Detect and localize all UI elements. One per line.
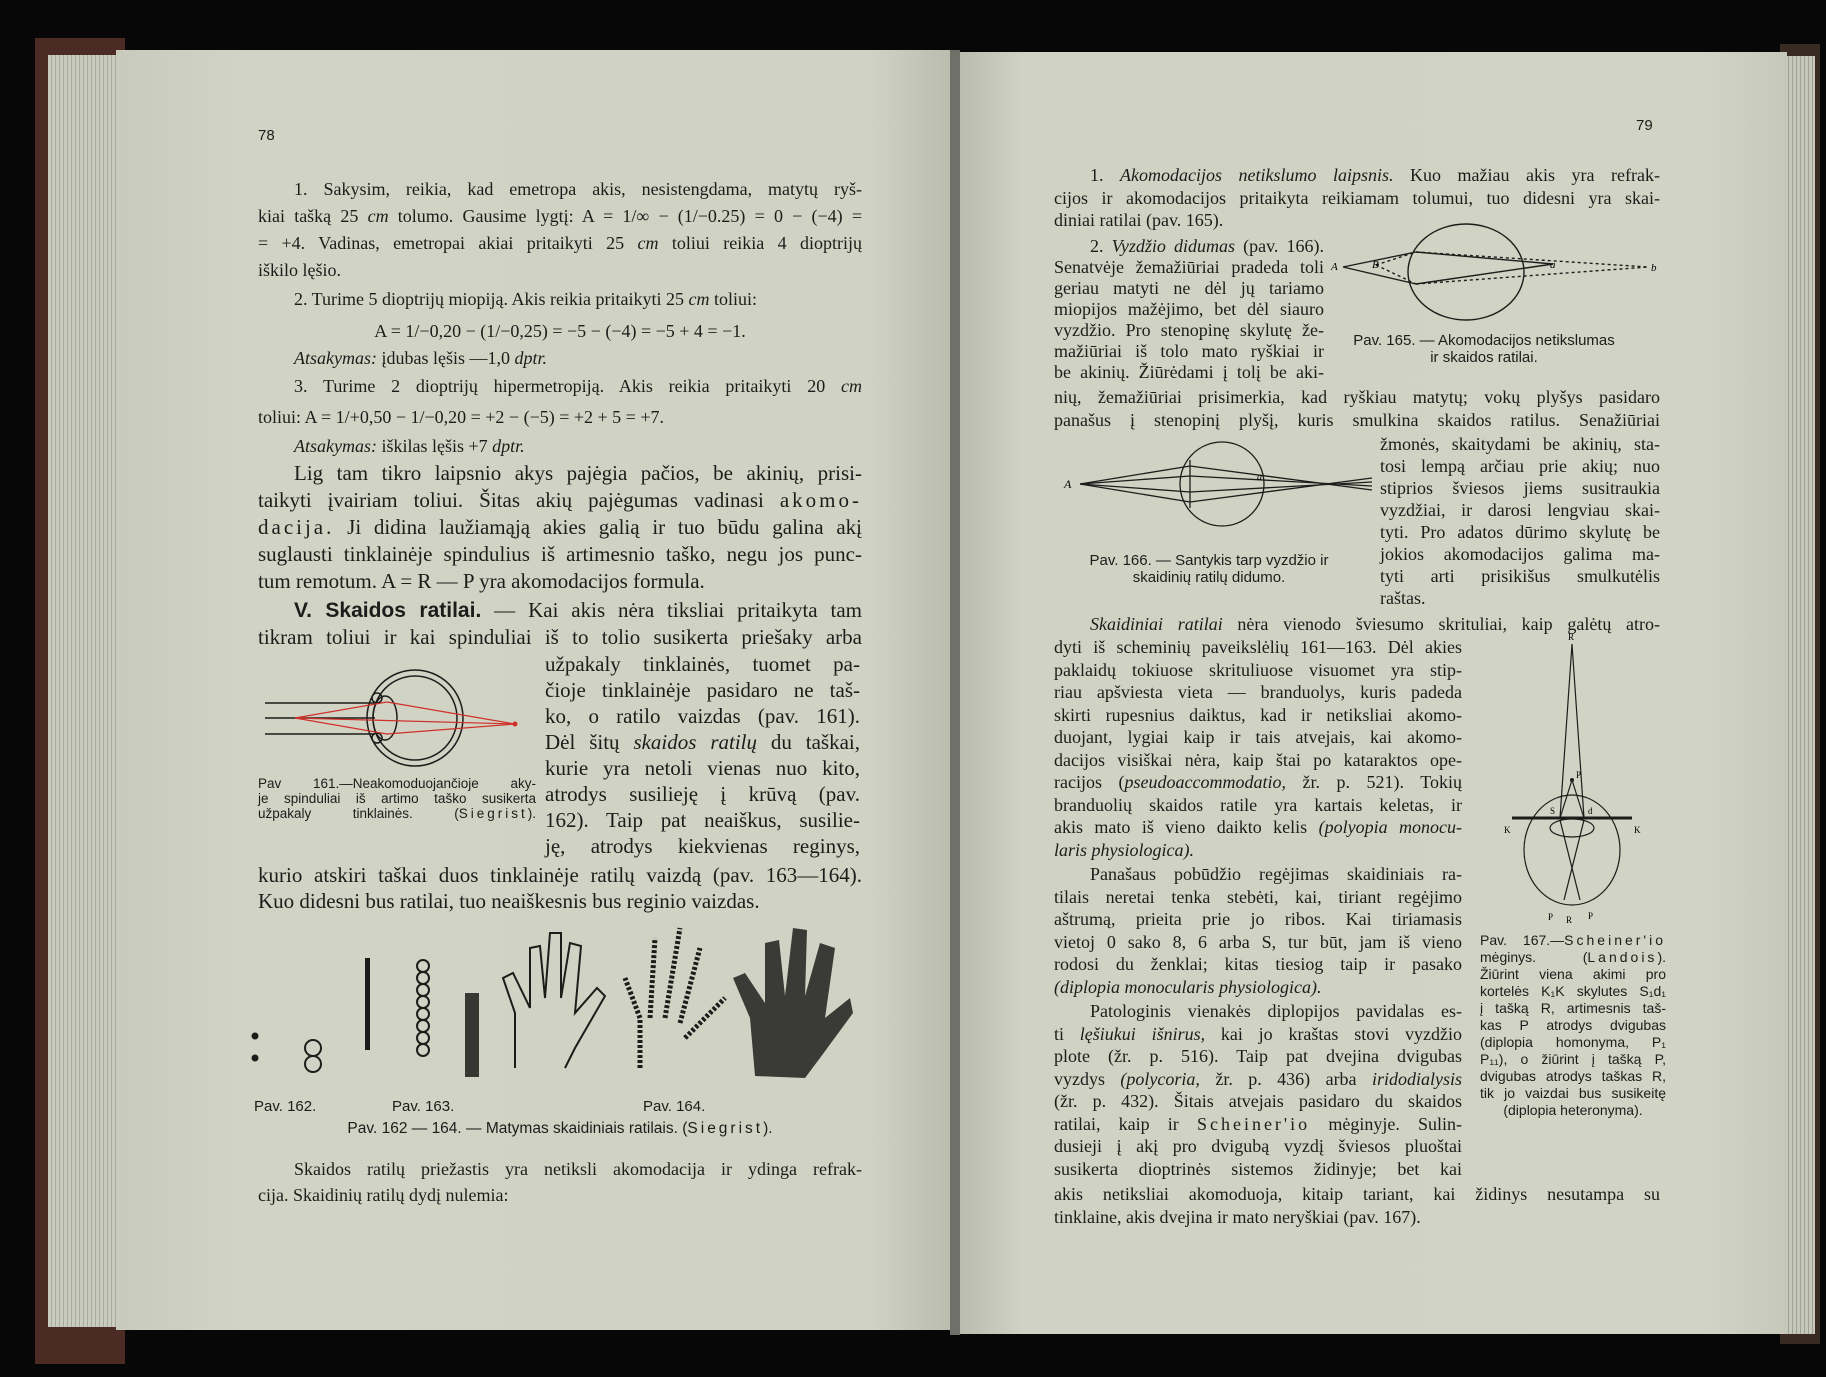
text-segment: kurio atskiri taškai duos tinklainėje ratilų vaizdą (pav. 163—164).: [258, 863, 862, 887]
text-segment: 2.: [1090, 236, 1112, 256]
text-segment: dacija.: [258, 515, 335, 539]
text-segment: susikerta dioptrinės sistemos židinyje; bet kai: [1054, 1158, 1462, 1179]
text-line: [258, 541, 862, 568]
text-segment: Akomodacijos netikslumo laipsnis.: [1120, 165, 1394, 185]
caption-figure-167: [1480, 932, 1666, 1119]
caption-figure-166: [1054, 552, 1364, 586]
label-P-retina-2: P: [1588, 911, 1594, 921]
text-line: [1380, 543, 1660, 565]
text-segment: be akinių. Žiūrėdami į tolį be aki-: [1054, 362, 1324, 382]
text-segment: į tašką R, artimesnis taš-: [1480, 1000, 1666, 1016]
text-segment: Lig tam tikro laipsnio akys pajėgia pačios, be akinių, prisi-: [294, 461, 862, 485]
text-segment: skaidos ratilų: [633, 730, 757, 754]
text-line: [258, 888, 862, 914]
text-segment: įdubas lęšis —1,0: [376, 348, 515, 368]
text-line: [1054, 257, 1324, 278]
text-line: [1054, 386, 1660, 409]
text-segment: P₁₁), o žiūrint į tašką P,: [1480, 1051, 1666, 1067]
text-segment: akis netiksliai akomoduoja, kitaip tariant, kai židinys nesutampa su: [1054, 1184, 1660, 1204]
text-segment: laris physiologica).: [1054, 839, 1194, 860]
text-segment: Patologinis vienakės diplopijos pavidalas es-: [1090, 1001, 1462, 1021]
text-segment: Atsakymas:: [294, 436, 377, 456]
text-segment: Dėl šitų: [545, 730, 634, 754]
text-segment: kiai tašką 25: [258, 206, 368, 226]
text-segment: mažiūriai iš tolo mato ryškiai ir: [1054, 341, 1324, 361]
paragraph-example-3: [258, 371, 862, 433]
text-line: [1054, 704, 1462, 727]
text-line: [258, 791, 536, 806]
text-line: [1380, 477, 1660, 499]
text-line: [1054, 320, 1324, 341]
text-segment: paklaidų tokiuose skrituliuose visuomet yra stip-: [1054, 659, 1462, 680]
text-line: [1480, 983, 1666, 1000]
text-line: [258, 624, 862, 650]
text-line: [545, 651, 860, 677]
text-segment: 1.: [1090, 165, 1121, 185]
text-line: [1380, 455, 1660, 477]
page-number-right: 79: [1636, 117, 1653, 134]
text-segment: dptr.: [514, 348, 547, 368]
page-number-left: 78: [258, 127, 275, 144]
text-line: [1054, 278, 1324, 299]
text-segment: racijos (: [1054, 772, 1125, 792]
text-line: [1054, 1068, 1462, 1091]
text-beside-figure-166: [1380, 433, 1660, 609]
text-segment: ti: [1054, 1023, 1080, 1044]
text-segment: Panašaus pobūdžio regėjimas skaidiniais ra-: [1090, 864, 1462, 884]
text-segment: tik jo vaizdai bus susikeitę: [1480, 1085, 1666, 1101]
text-segment: Siegrist: [687, 1120, 764, 1137]
text-line: [1054, 1045, 1462, 1068]
text-segment: iridodialysis: [1371, 1068, 1462, 1089]
text-segment: iškilo lęšio.: [258, 260, 342, 280]
text-segment: akomo-: [779, 488, 862, 512]
text-segment: žr. p. 521). Tokių: [1285, 772, 1462, 792]
paragraph-pathological-diplopia: [1054, 1000, 1462, 1180]
text-line: [258, 203, 862, 230]
text-segment: Skaidiniai ratilai: [1090, 614, 1223, 634]
label-R: R: [1568, 632, 1575, 642]
text-segment: tilais neretai tenka stebėti, kai, tiriant regėjimo: [1054, 886, 1462, 907]
text-segment: tinklaine, akis dvejina ir mato neryškiai (pav. 167).: [1054, 1206, 1421, 1227]
text-line: [1054, 726, 1462, 749]
text-segment: 2. Turime 5 dioptrijų miopiją. Akis reikia pritaikyti 25: [294, 289, 689, 309]
text-segment: tikram toliui ir kai spinduliai iš to tolio susikerta priešaky arba: [258, 625, 862, 649]
text-segment: čioje tinklainėje pasidaro ne taš-: [545, 678, 860, 702]
paragraph-example-2: [258, 286, 862, 313]
text-segment: ).: [1657, 949, 1666, 965]
text-segment: aštrumą, prieita prie jo ribos. Kai tiriamasis: [1054, 909, 1462, 929]
text-segment: = +4. Vadinas, emetropai akiai pritaikyti 25: [258, 233, 638, 253]
text-line: [1054, 409, 1660, 432]
text-segment: kurie yra netoli vienas nuo kito,: [545, 756, 860, 780]
text-line: [1380, 587, 1660, 609]
text-line: [1480, 932, 1666, 949]
text-segment: atrodys susilieję į krūvą (pav.: [545, 782, 860, 806]
text-line: [258, 371, 862, 402]
text-segment: ję, atrodys kiekvienas reginys,: [545, 834, 860, 858]
paragraph-accommodation: [258, 460, 862, 595]
label-a: a: [1257, 472, 1262, 483]
figure-164-blurred-hand: [733, 928, 853, 1078]
text-segment: Kuo didesni bus ratilai, tuo neaiškesnis bus reginio vaizdas.: [258, 889, 760, 913]
paragraph-pupil-size-continued: [1054, 386, 1660, 431]
figure-167-scheiner-diagram: [1502, 630, 1667, 925]
text-segment: 3. Turime 2 dioptrijų hipermetropiją. Akis reikia pritaikyti 20: [294, 376, 841, 396]
text-segment: miopijos mažėjimo, bet dėl siauro: [1054, 299, 1324, 319]
text-segment: A = 1/−0,20 − (1/−0,25) = −5 − (−4) = −5 + 4 = −1.: [374, 321, 746, 341]
text-line: [545, 833, 860, 859]
text-line: [1054, 1183, 1660, 1206]
label-S: S: [1550, 806, 1556, 816]
label-A: A: [1331, 261, 1338, 273]
text-segment: diniai ratilai (pav. 165).: [1054, 210, 1224, 230]
text-line: [1380, 565, 1660, 587]
caption-figures-162-164: [258, 1120, 862, 1138]
page-edges-left: [48, 55, 118, 1327]
text-line: [258, 1120, 862, 1138]
text-segment: toliui: A = 1/+0,50 − 1/−0,20 = +2 − (−5) = +2 + 5 = +7.: [258, 407, 664, 427]
paragraph-causes: [258, 1156, 862, 1208]
text-line: [258, 806, 536, 821]
text-line: [545, 677, 860, 703]
book-gutter: [950, 50, 960, 1335]
text-segment: dvigubas atrodys taškas R,: [1480, 1068, 1666, 1084]
text-segment: iškilas lęšis +7: [376, 436, 493, 456]
text-line: [258, 402, 862, 433]
text-beside-figure-161: [545, 651, 860, 859]
paragraph-example-1: [258, 176, 862, 284]
text-line: [1334, 332, 1634, 349]
text-segment: kai jo kraštas stovi vyzdžio: [1205, 1023, 1462, 1044]
figure-162-dot: [252, 1033, 259, 1040]
text-line: [1480, 966, 1666, 983]
label-P-retina: P: [1548, 912, 1554, 922]
text-segment: je spinduliai iš artimo taško susikerta: [258, 791, 536, 806]
text-line: [1054, 749, 1462, 772]
text-line: [1054, 886, 1462, 909]
text-line: [258, 862, 862, 888]
text-segment: (diplopia homonyma, P₁: [1480, 1034, 1666, 1050]
text-segment: V. Skaidos ratilai.: [294, 599, 482, 622]
text-segment: taikyti įvairiam toliui. Šitas akių pajėgumas vadinasi: [258, 488, 780, 512]
text-line: [545, 703, 860, 729]
text-segment: jokios akomodacijos galima ma-: [1380, 544, 1660, 564]
text-segment: raštas.: [1380, 588, 1426, 608]
section-v-heading-paragraph: [258, 597, 862, 650]
text-line: [1054, 953, 1462, 976]
text-segment: mėginys. (: [1480, 949, 1588, 965]
text-segment: duojant, lygiai kaip ir tais atvejais, kai akomo-: [1054, 727, 1462, 747]
text-segment: Pav. 165. — Akomodacijos netikslumas: [1353, 332, 1615, 349]
text-line: [258, 568, 862, 595]
text-segment: geriau matyti ne dėl jų tariamo: [1054, 278, 1324, 298]
text-segment: skirti rupesnius daiktus, kad ir netiksliai akomo-: [1054, 704, 1462, 725]
text-segment: žmonės, skaitydami be akinių, sta-: [1380, 434, 1660, 454]
text-line: [1054, 236, 1324, 257]
text-segment: toliui:: [709, 289, 758, 309]
text-segment: nių, žemažiūriai prisimerkia, kad ryškiau matytų; vokų plyšys pasidaro: [1054, 387, 1660, 407]
text-segment: vyzdys: [1054, 1068, 1121, 1089]
text-segment: užpakaly tinklainės, tuomet pa-: [545, 652, 860, 676]
label-B: B: [1372, 259, 1379, 271]
text-line: [1480, 1068, 1666, 1085]
text-line: [1380, 521, 1660, 543]
text-segment: ).: [527, 806, 536, 821]
figure-164-chain-hand: [625, 928, 725, 1068]
text-line: [1380, 499, 1660, 521]
text-line: [1480, 1051, 1666, 1068]
text-line: [1380, 433, 1660, 455]
label-d: d: [1588, 806, 1593, 816]
text-segment: tum remotum. A = R — P yra akomodacijos formula.: [258, 569, 705, 593]
text-segment: (diplopia heteronyma).: [1503, 1102, 1643, 1118]
text-line: [258, 318, 862, 345]
text-segment: cija. Skaidinių ratilų dydį nulemia:: [258, 1185, 509, 1205]
text-segment: tyti arti prisikišus smulkutėlis: [1380, 566, 1660, 586]
text-line: [1054, 299, 1324, 320]
text-segment: Ji didina laužiamąją akies galią ir tuo būdu galina akį: [334, 515, 862, 539]
text-segment: (žr. p. 432). Šitais atvejais pasidaro du skaidos: [1054, 1091, 1462, 1111]
text-line: [1054, 863, 1462, 886]
text-segment: plote (žr. p. 516). Taip pat dvejina dvigubas: [1054, 1046, 1462, 1066]
text-segment: kas P atrodys dvigubas: [1480, 1017, 1666, 1033]
text-line: [1054, 976, 1462, 999]
text-after-figure-161: [258, 862, 862, 914]
text-line: [545, 729, 860, 755]
text-segment: 1. Sakysim, reikia, kad emetropa akis, nesistengdama, matytų ryš-: [294, 179, 862, 199]
text-line: [1480, 1085, 1666, 1102]
text-segment: dyti iš scheminių paveikslėlių 161—163. Dėl akies: [1054, 637, 1462, 657]
text-line: [294, 346, 854, 370]
text-line: [1054, 1206, 1660, 1229]
text-segment: Pav. 166. — Santykis tarp vyzdžio ir: [1089, 552, 1329, 569]
text-segment: Vyzdžio didumas: [1111, 236, 1236, 256]
text-segment: riau apšviesta vieta — branduolys, kuris padeda: [1054, 682, 1462, 702]
answer-3: [294, 434, 854, 458]
text-line: [258, 514, 862, 541]
text-line: [545, 781, 860, 807]
text-line: [1054, 362, 1324, 383]
text-line: [258, 776, 536, 791]
text-segment: dusieji į akį pro dvigubą vyzdį šviesos pluoštai: [1054, 1136, 1462, 1156]
text-segment: (diplopia monocularis physiologica).: [1054, 976, 1322, 997]
text-line: [1480, 949, 1666, 966]
figure-166-diagram: [1062, 440, 1378, 528]
text-segment: akis mato iš vieno daikto kelis: [1054, 817, 1319, 837]
text-segment: rodosi du ženklai; kitas tiesiog taip ir pasako: [1054, 954, 1462, 974]
text-line: [545, 807, 860, 833]
text-segment: vietoj 0 sako 8, 6 arba S, tur būt, jam iš vieno: [1054, 931, 1462, 952]
text-line: [1054, 164, 1660, 187]
text-segment: cm: [637, 233, 659, 253]
label-figure-164: Pav. 164.: [643, 1098, 706, 1115]
text-line: [1054, 1090, 1462, 1113]
text-line: [258, 597, 862, 624]
equation-2: [258, 318, 862, 345]
text-segment: (pav. 166).: [1235, 236, 1325, 256]
text-segment: dptr.: [492, 436, 525, 456]
label-A: A: [1064, 477, 1072, 491]
figure-162-circle: [305, 1056, 321, 1072]
text-segment: kortelės K₁K skylutes S₁d₁: [1480, 983, 1666, 999]
text-line: [258, 487, 862, 514]
text-segment: panašus į stenopinį plyšį, kuris smulkina skaidos ratilus. Senažiūriai: [1054, 409, 1660, 430]
text-segment: ).: [763, 1120, 773, 1137]
text-line: [1054, 771, 1462, 794]
text-segment: suglausti tinklainėje spindulius iš artimesnio taško, negu jos punc-: [258, 542, 862, 566]
text-segment: Pav. 167.—: [1480, 932, 1565, 948]
text-segment: cm: [367, 206, 389, 226]
text-line: [258, 286, 862, 313]
figures-162-164: [245, 918, 855, 1083]
text-line: [1480, 1034, 1666, 1051]
caption-figure-161: [258, 776, 536, 821]
label-R-retina: R: [1566, 915, 1573, 925]
text-segment: Pav. 162 — 164. — Matymas skaidiniais ratilais. (: [347, 1120, 688, 1137]
text-segment: cijos ir akomodacijos pritaikyta reikiamam tolumui, tuo didesni yra skai-: [1054, 187, 1660, 208]
text-line: [1334, 349, 1634, 366]
answer-2: [294, 346, 854, 370]
figure-164-hand-outline: [503, 933, 605, 1068]
label-K1: K: [1504, 825, 1511, 835]
text-segment: tolumo. Gausime lygtį: A = 1/∞ − (1/−0.25) = 0 − (−4) =: [388, 206, 863, 226]
text-line: [258, 1182, 862, 1208]
text-segment: (polycoria,: [1120, 1068, 1200, 1089]
figure-165-diagram: [1328, 222, 1668, 322]
text-line: [1054, 1113, 1462, 1136]
text-line: [1054, 659, 1462, 682]
paragraph-pathological-diplopia-continued: [1054, 1183, 1660, 1228]
text-segment: ratilai, kaip ir: [1054, 1113, 1197, 1134]
text-line: [258, 460, 862, 487]
label-b: b: [1651, 262, 1657, 274]
text-line: [1054, 552, 1364, 569]
text-segment: Scheiner'io: [1564, 932, 1666, 948]
text-segment: Landois: [1587, 949, 1658, 965]
text-line: [1054, 794, 1462, 817]
text-segment: dacijos visiškai nėra, kaip štai po kataraktos ope-: [1054, 749, 1462, 770]
text-segment: užpakaly tinklainės. (: [258, 806, 459, 821]
text-line: [258, 257, 862, 284]
text-line: [1054, 681, 1462, 704]
text-segment: (polyopia monocu-: [1318, 817, 1462, 837]
figure-163-line: [365, 958, 370, 1050]
text-line: [1054, 569, 1364, 586]
text-segment: vyzdžio. Pro stenopinę skylutę že-: [1054, 320, 1324, 340]
text-segment: stiprios šviesos jiems susitraukia: [1380, 478, 1660, 498]
text-line: [1054, 636, 1462, 659]
label-K: K: [1634, 825, 1641, 835]
text-segment: Siegrist: [458, 806, 528, 821]
paragraph-pupil-size: [1054, 236, 1324, 383]
label-figure-163: Pav. 163.: [392, 1098, 455, 1115]
text-line: [1054, 1158, 1462, 1181]
text-line: [1054, 839, 1462, 862]
text-segment: du taškai,: [757, 730, 860, 754]
text-segment: tyti. Pro adatos dūrimo skylutę be: [1380, 522, 1660, 542]
text-segment: skaidinių ratilų didumo.: [1132, 569, 1286, 586]
caption-figure-165: [1334, 332, 1634, 366]
text-segment: žr. p. 436) arba: [1199, 1068, 1372, 1089]
text-line: [1054, 187, 1660, 210]
text-segment: lęšiukui išnirus,: [1079, 1023, 1206, 1044]
figure-161-eye: [265, 668, 530, 768]
paragraph-similar-vision: [1054, 863, 1462, 998]
text-segment: cm: [688, 289, 710, 309]
text-line: [1480, 1102, 1666, 1119]
text-line: [1054, 931, 1462, 954]
text-segment: nėra vienodo šviesumo skrituliai, kaip galėtų atro-: [1222, 614, 1660, 634]
text-line: [545, 755, 860, 781]
text-line: [1054, 1135, 1462, 1158]
text-segment: Atsakymas:: [294, 348, 377, 368]
figure-163-circle-chain: [417, 960, 429, 1056]
text-line: [1054, 908, 1462, 931]
figure-162-dot: [252, 1055, 259, 1062]
text-line: [1054, 1023, 1462, 1046]
text-segment: Scheiner'io: [1196, 1113, 1311, 1134]
paragraph-blur-circles-continued: [1054, 636, 1462, 861]
text-segment: mėginyje. Sulin-: [1310, 1113, 1462, 1134]
text-segment: Skaidos ratilų priežastis yra netiksli akomodacija ir ydinga refrak-: [294, 1159, 862, 1179]
text-line: [1054, 816, 1462, 839]
text-segment: Žiūrint viena akimi pro: [1480, 966, 1666, 982]
figure-162-circle: [305, 1040, 321, 1056]
text-segment: branduolių skaidos ratile yra kartais keletas, ir: [1054, 794, 1462, 815]
text-line: [1480, 1017, 1666, 1034]
text-line: [258, 1156, 862, 1182]
text-segment: pseudoaccommodatio,: [1124, 772, 1286, 792]
figure-163-blur-bar: [465, 993, 479, 1077]
text-segment: Pav 161.—Neakomoduojančioje aky-: [258, 776, 536, 791]
text-segment: tosi lempą arčiau prie akių; nuo: [1380, 456, 1660, 476]
label-a: a: [1550, 259, 1556, 271]
text-segment: cm: [841, 376, 862, 396]
text-line: [258, 230, 862, 257]
text-segment: toliui reikia 4 dioptrijų: [658, 233, 862, 253]
label-figure-162: Pav. 162.: [254, 1098, 317, 1115]
text-segment: Kuo mažiau akis yra refrak-: [1393, 165, 1661, 185]
text-line: [1054, 341, 1324, 362]
text-line: [258, 176, 862, 203]
text-segment: Senatvėje žemažiūriai pradeda toli: [1054, 257, 1324, 277]
page-edges-right: [1785, 56, 1815, 1334]
text-segment: — Kai akis nėra tiksliai pritaikyta tam: [481, 598, 862, 622]
text-line: [294, 434, 854, 458]
text-segment: ko, o ratilo vaizdas (pav. 161).: [545, 704, 860, 728]
text-segment: vyzdžiai, ir darosi lengviau skai-: [1380, 500, 1660, 520]
text-line: [1054, 1000, 1462, 1023]
label-P: P: [1576, 770, 1582, 780]
text-segment: 162). Taip pat neaiškus, susilie-: [545, 808, 860, 832]
text-line: [1480, 1000, 1666, 1017]
text-segment: ir skaidos ratilai.: [1430, 349, 1538, 366]
